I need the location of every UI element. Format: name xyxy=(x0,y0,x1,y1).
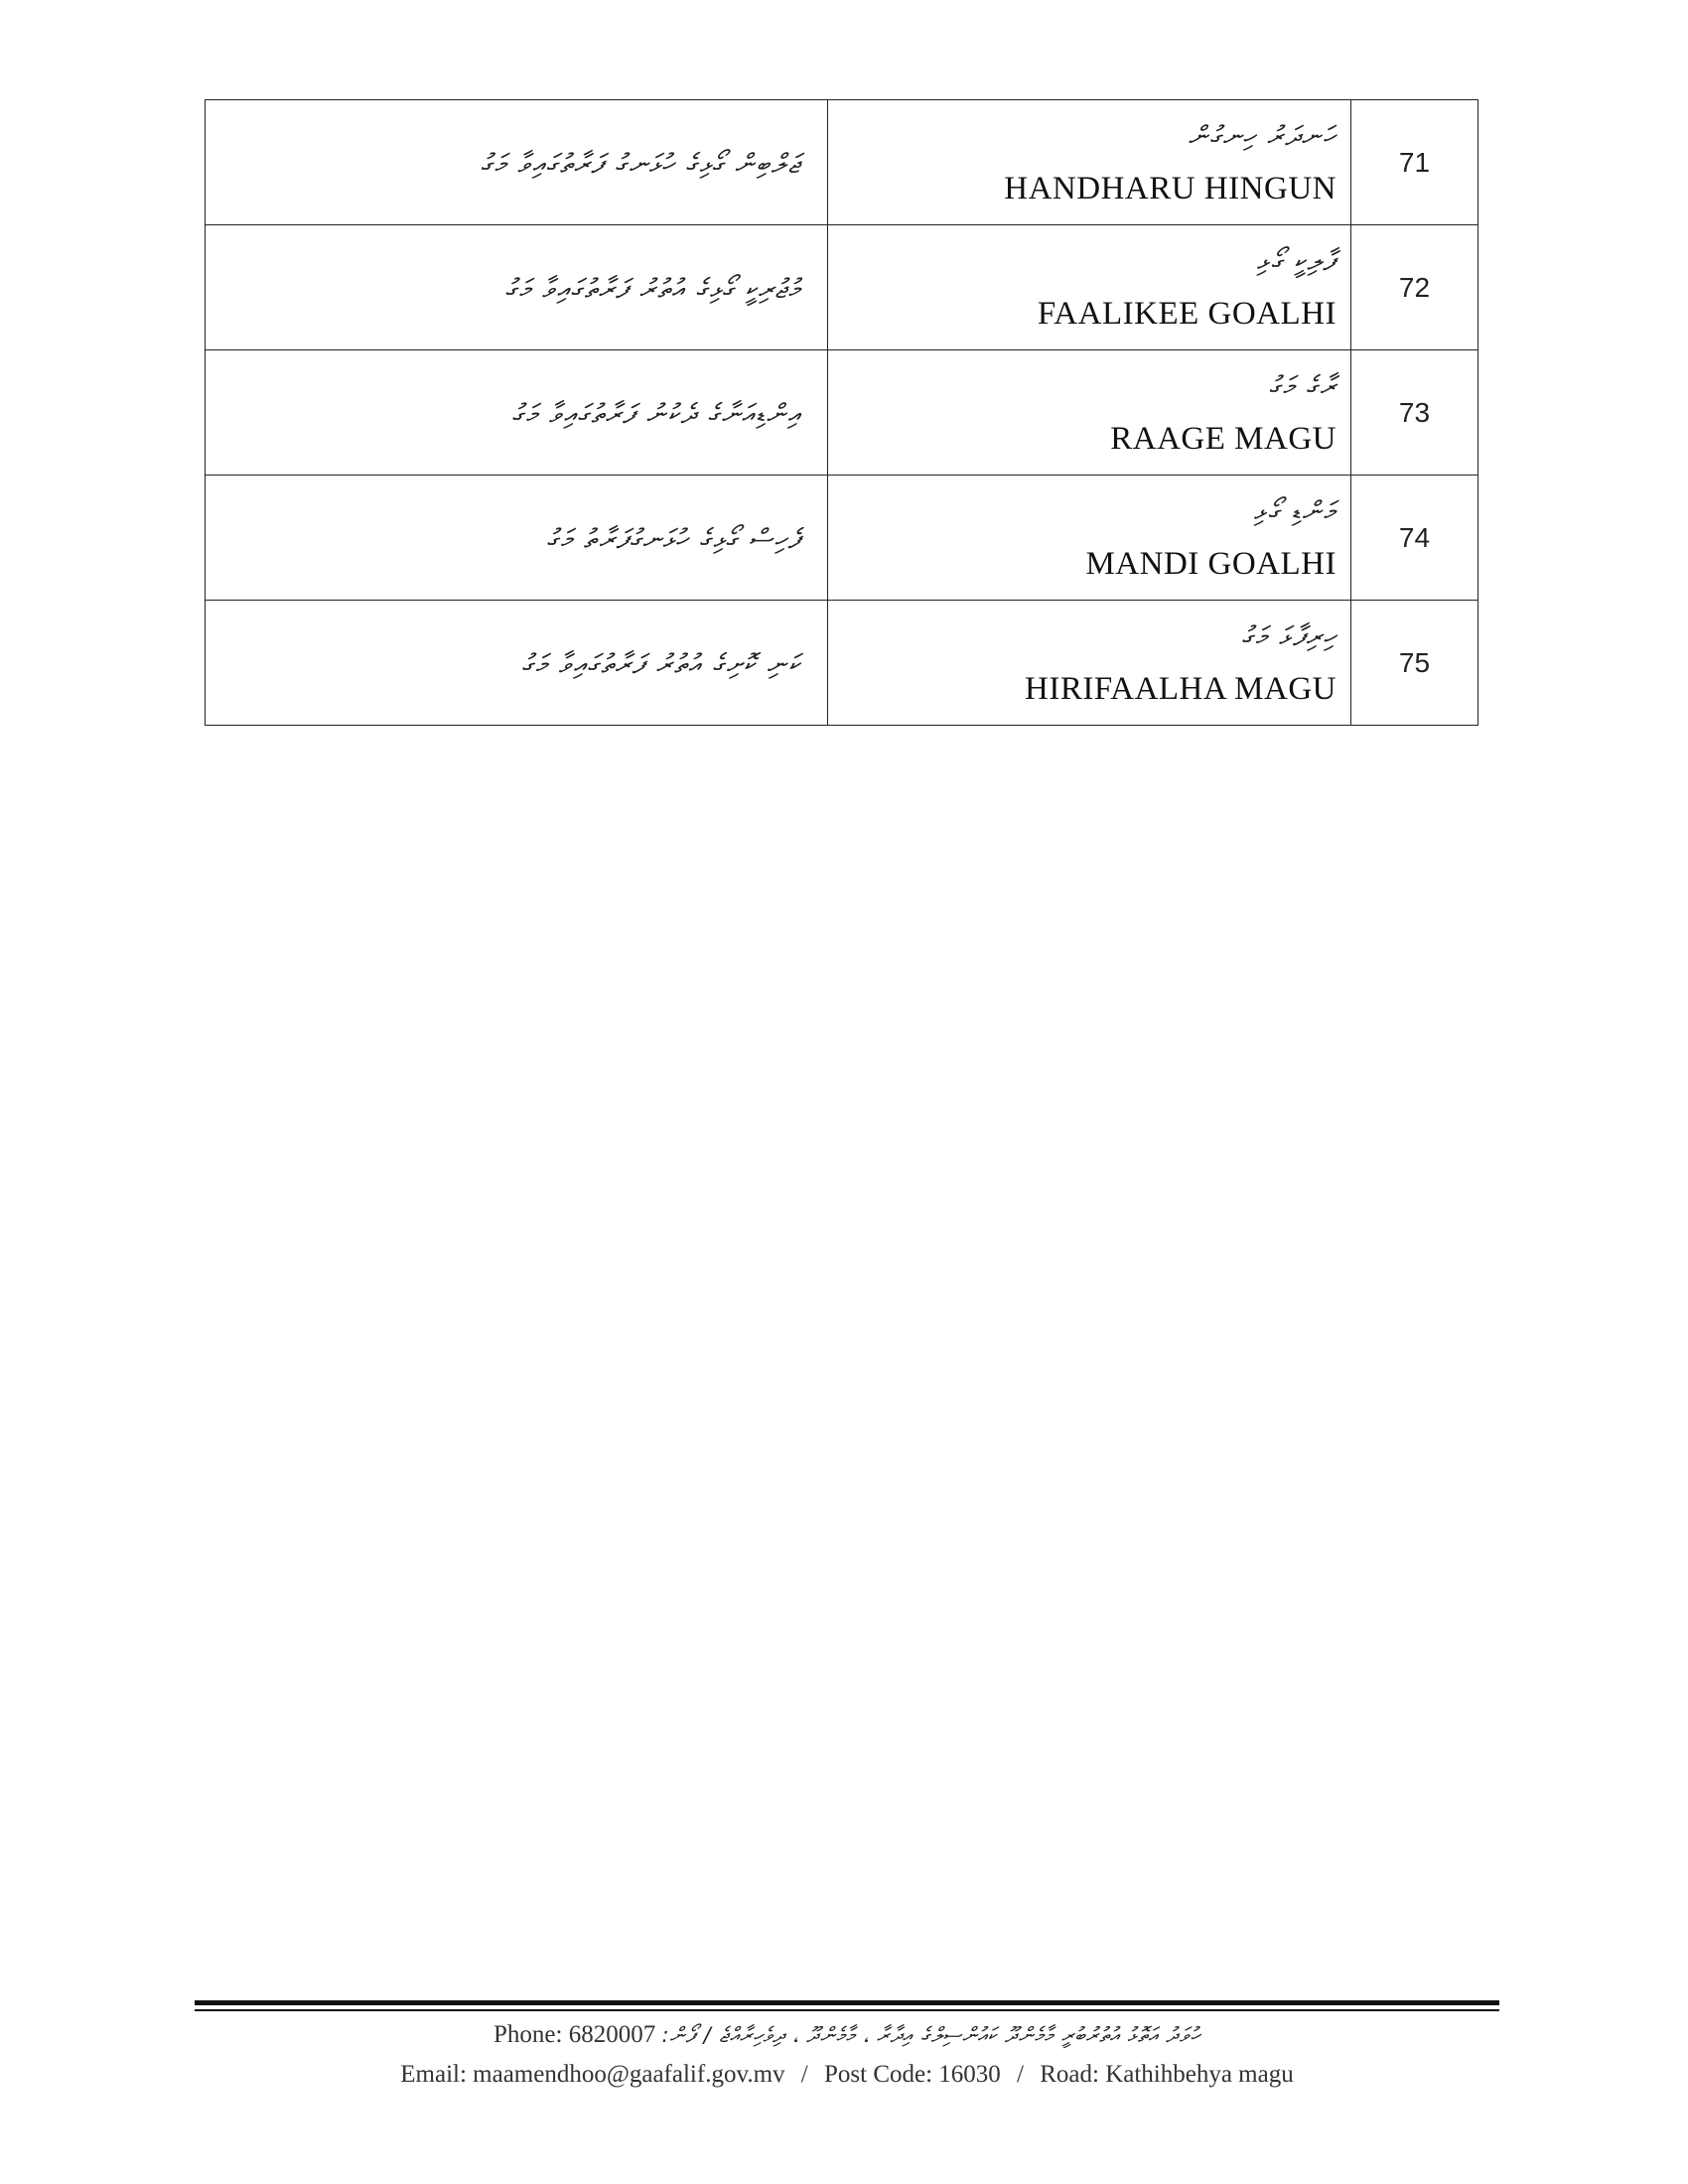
name-cell xyxy=(828,601,1351,726)
streets-table xyxy=(205,99,1478,726)
description-cell xyxy=(206,476,828,601)
name-cell xyxy=(828,476,1351,601)
street-name-english: RAAGE MAGU xyxy=(1110,420,1336,457)
street-name-dhivehi: މަންޑި ގޯޅި xyxy=(1253,495,1336,527)
row-number: 72 xyxy=(1351,225,1478,350)
row-number: 71 xyxy=(1351,100,1478,225)
footer-divider-thick xyxy=(195,2000,1499,2005)
name-cell xyxy=(828,100,1351,225)
row-number: 75 xyxy=(1351,601,1478,726)
description-cell xyxy=(206,601,828,726)
street-description: ފެހިސް ގޯޅިގެ ހުޅަނގުފަރާތު މަގު xyxy=(546,523,801,555)
table-row xyxy=(206,225,1478,350)
name-cell xyxy=(828,350,1351,476)
street-name-dhivehi: ރާގެ މަގު xyxy=(1268,370,1336,402)
street-name-dhivehi: ފާލިކީ ގޯޅި xyxy=(1256,245,1336,277)
footer-details-line xyxy=(195,2061,1499,2089)
footer-phone: Phone: 6820007 xyxy=(493,2021,656,2048)
footer-separator: / xyxy=(800,2061,808,2088)
footer-address-dhivehi: ހުވަދު އަތޮޅު އުތުރުބުރީ މާމެންދޫ ކައުންސިލްގެ އިދާރާ ، މާމެންދޫ ، ދިވެހިރާއްޖެ / ފޯން: xyxy=(661,2023,1200,2047)
street-description: ކަނި ކޮށިގެ އުތުރު ފަރާތުގައިވާ މަގު xyxy=(521,648,801,680)
footer-post-code: Post Code: 16030 xyxy=(823,2061,1001,2088)
description-cell xyxy=(206,350,828,476)
description-cell xyxy=(206,225,828,350)
footer-separator: / xyxy=(1017,2061,1024,2088)
description-cell xyxy=(206,100,828,225)
street-name-english: HANDHARU HINGUN xyxy=(1004,170,1336,206)
street-description: މުޖުރިކީ ގޯޅިގެ އުތުރު ފަރާތުގައިވާ މަގު xyxy=(504,273,801,305)
street-name-dhivehi: ހިރިފާޅަ މަގު xyxy=(1241,620,1336,652)
footer-road: Road: Kathihbehya magu xyxy=(1040,2061,1294,2088)
street-name-english: FAALIKEE GOALHI xyxy=(1037,295,1336,332)
street-description: ޖަލްބިން ގޯޅިގެ ހުޅަނގު ފަރާތުގައިވާ މަގު xyxy=(480,148,801,180)
footer-divider-thin xyxy=(195,2009,1499,2011)
row-number: 73 xyxy=(1351,350,1478,476)
name-cell xyxy=(828,225,1351,350)
footer-email: Email: maamendhoo@gaafalif.gov.mv xyxy=(400,2061,785,2088)
table-row xyxy=(206,601,1478,726)
table-row xyxy=(206,100,1478,225)
footer-contact-line xyxy=(195,2021,1499,2049)
table-row xyxy=(206,476,1478,601)
row-number: 74 xyxy=(1351,476,1478,601)
street-name-english: HIRIFAALHA MAGU xyxy=(1025,670,1336,707)
street-name-english: MANDI GOALHI xyxy=(1085,545,1336,582)
table-row xyxy=(206,350,1478,476)
street-name-dhivehi: ހަނދަރު ހިނގުން xyxy=(1188,120,1336,152)
street-description: އިންޑިއަނާގެ ދެކުނު ފަރާތުގައިވާ މަގު xyxy=(511,398,801,430)
